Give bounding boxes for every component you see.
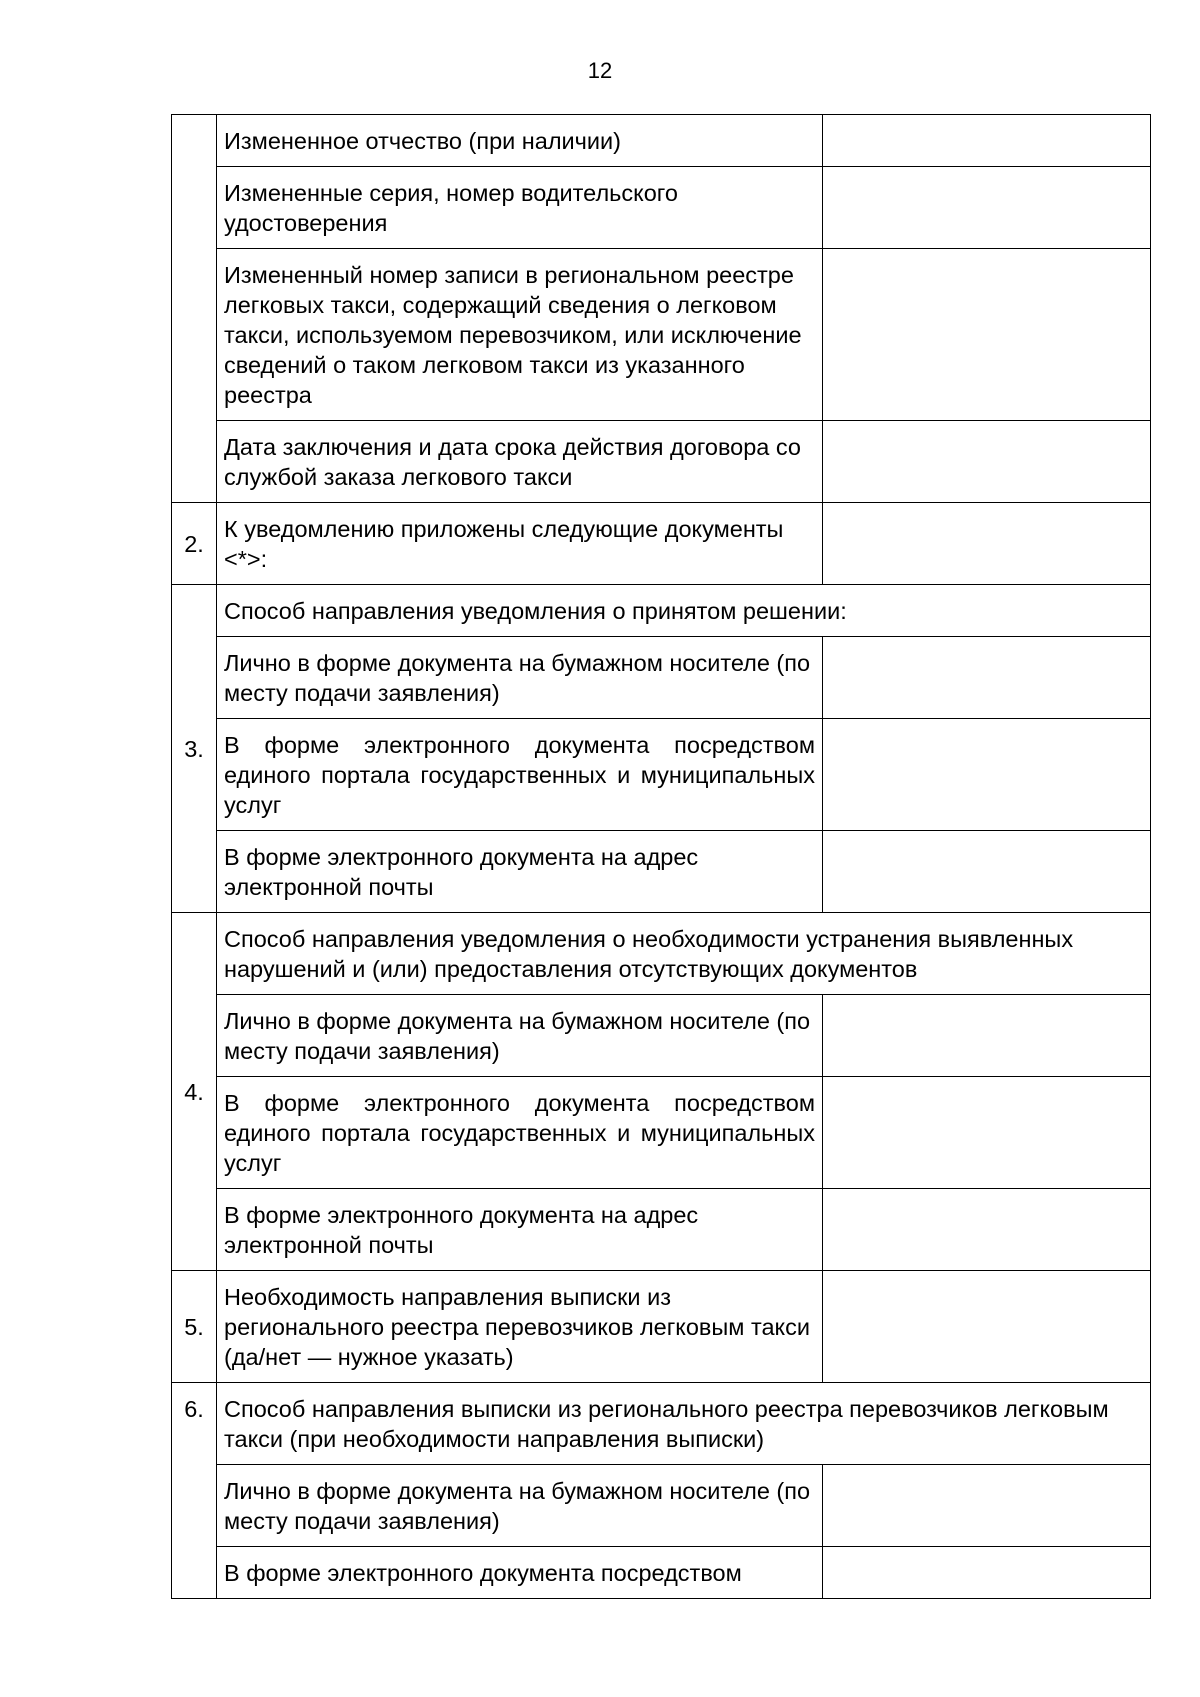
option-mark-cell[interactable] bbox=[823, 1465, 1151, 1547]
row-number: 4. bbox=[172, 913, 217, 1271]
value-cell-documents[interactable] bbox=[823, 503, 1151, 585]
table-row bbox=[172, 1465, 1151, 1547]
table-row bbox=[172, 503, 1151, 585]
table-row bbox=[172, 1077, 1151, 1189]
table-row bbox=[172, 1383, 1151, 1465]
row-number: 2. bbox=[172, 503, 217, 585]
option-mark-cell[interactable] bbox=[823, 1189, 1151, 1271]
table-row bbox=[172, 995, 1151, 1077]
row-label: Измененные серия, номер водительского удостоверения bbox=[217, 167, 823, 249]
row-label: Дата заключения и дата срока действия договора со службой заказа легкового такси bbox=[217, 421, 823, 503]
table-row bbox=[172, 167, 1151, 249]
row-label: Измененный номер записи в региональном реестре легковых такси, содержащий сведения о легковом такси, используемом перевозчиком, или исключение сведений о таком легковом такси из указанного реестра bbox=[217, 249, 823, 421]
row-label: Измененное отчество (при наличии) bbox=[217, 115, 823, 167]
row-label: К уведомлению приложены следующие документы <*>: bbox=[217, 503, 823, 585]
option-mark-cell[interactable] bbox=[823, 995, 1151, 1077]
option-label: В форме электронного документа посредством единого портала государственных и муниципальных услуг bbox=[217, 719, 823, 831]
option-label: Лично в форме документа на бумажном носителе (по месту подачи заявления) bbox=[217, 995, 823, 1077]
table-row bbox=[172, 1271, 1151, 1383]
table-row bbox=[172, 1189, 1151, 1271]
option-label: В форме электронного документа на адрес электронной почты bbox=[217, 831, 823, 913]
page-number: 12 bbox=[587, 58, 613, 83]
table-row bbox=[172, 249, 1151, 421]
row-number-cell bbox=[172, 115, 217, 503]
option-mark-cell[interactable] bbox=[823, 831, 1151, 913]
option-label: В форме электронного документа посредством bbox=[217, 1547, 823, 1599]
option-label: В форме электронного документа посредством единого портала государственных и муниципальных услуг bbox=[217, 1077, 823, 1189]
table-row bbox=[172, 913, 1151, 995]
table-row bbox=[172, 831, 1151, 913]
value-cell-contract-dates[interactable] bbox=[823, 421, 1151, 503]
option-label: В форме электронного документа на адрес электронной почты bbox=[217, 1189, 823, 1271]
value-cell-record[interactable] bbox=[823, 249, 1151, 421]
row-number: 6. bbox=[172, 1383, 217, 1599]
section-header: Способ направления выписки из регионального реестра перевозчиков легковым такси (при необходимости направления выписки) bbox=[217, 1383, 1151, 1465]
option-mark-cell[interactable] bbox=[823, 1077, 1151, 1189]
value-cell-patronymic[interactable] bbox=[823, 115, 1151, 167]
table-row bbox=[172, 637, 1151, 719]
section-header: Способ направления уведомления о необходимости устранения выявленных нарушений и (или) предоставления отсутствующих документов bbox=[217, 913, 1151, 995]
row-number: 3. bbox=[172, 585, 217, 913]
value-cell-license[interactable] bbox=[823, 167, 1151, 249]
option-mark-cell[interactable] bbox=[823, 719, 1151, 831]
table-row bbox=[172, 115, 1151, 167]
table-row bbox=[172, 585, 1151, 637]
value-cell-extract-needed[interactable] bbox=[823, 1271, 1151, 1383]
option-mark-cell[interactable] bbox=[823, 637, 1151, 719]
table-row bbox=[172, 719, 1151, 831]
notification-form-table bbox=[171, 114, 1151, 1599]
option-label: Лично в форме документа на бумажном носителе (по месту подачи заявления) bbox=[217, 1465, 823, 1547]
row-label: Необходимость направления выписки из регионального реестра перевозчиков легковым такси (да/нет — нужное указать) bbox=[217, 1271, 823, 1383]
option-mark-cell[interactable] bbox=[823, 1547, 1151, 1599]
section-header: Способ направления уведомления о принятом решении: bbox=[217, 585, 1151, 637]
option-label: Лично в форме документа на бумажном носителе (по месту подачи заявления) bbox=[217, 637, 823, 719]
table-row bbox=[172, 421, 1151, 503]
row-number: 5. bbox=[172, 1271, 217, 1383]
table-row bbox=[172, 1547, 1151, 1599]
